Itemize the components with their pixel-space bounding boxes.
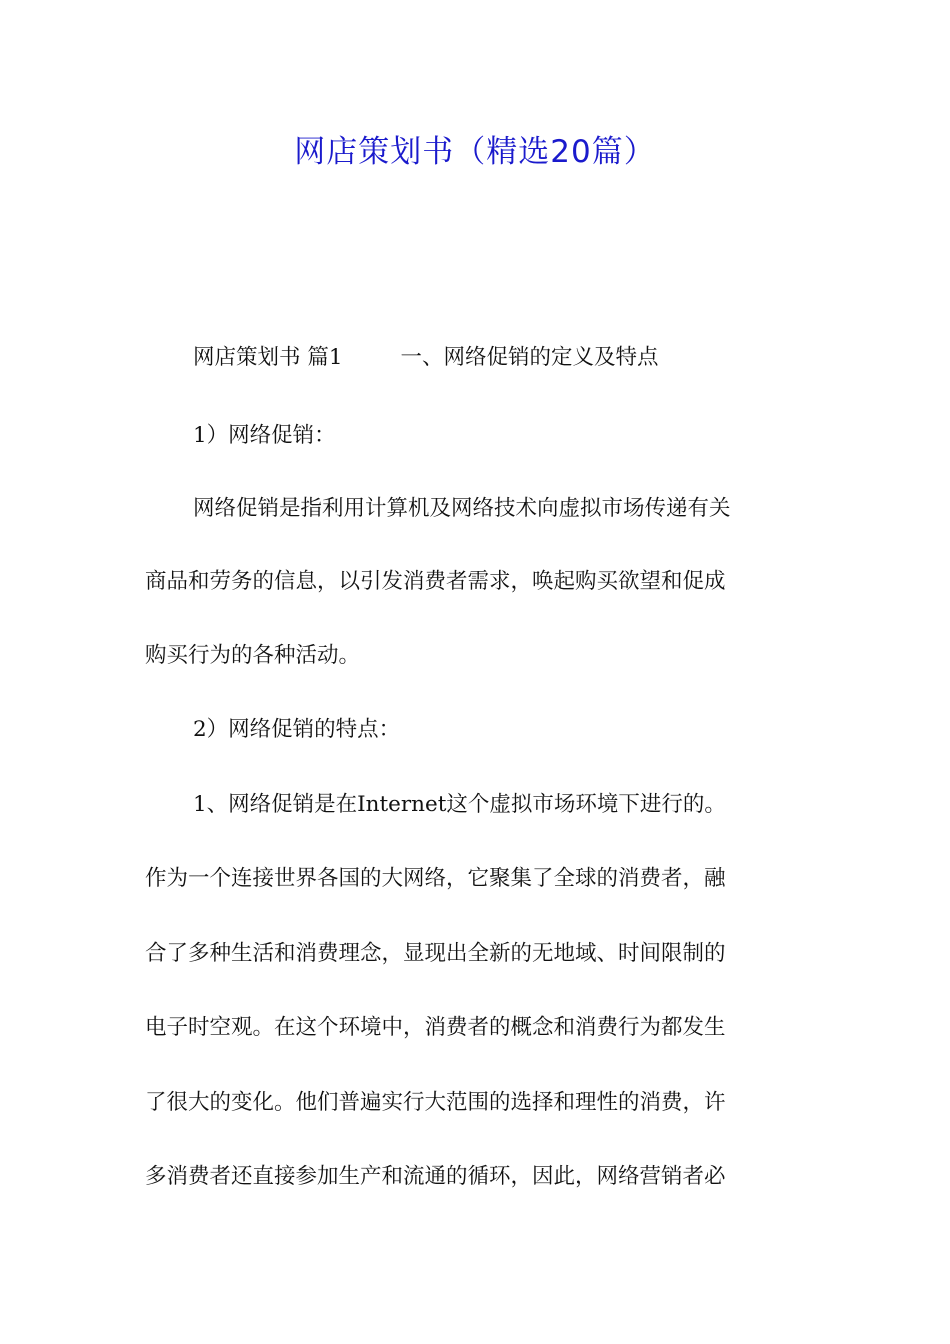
paragraph-line: 2）网络促销的特点： xyxy=(193,717,401,742)
paragraph-line: 电子时空观。在这个环境中，消费者的概念和消费行为都发生 xyxy=(145,1015,726,1040)
paragraph-line: 购买行为的各种活动。 xyxy=(145,643,361,668)
paragraph-line: 合了多种生活和消费理念，显现出全新的无地域、时间限制的 xyxy=(145,941,726,966)
section-heading-line xyxy=(193,342,659,374)
paragraph-line: 多消费者还直接参加生产和流通的循环，因此，网络营销者必 xyxy=(145,1164,726,1189)
paragraph-line: 商品和劳务的信息，以引发消费者需求，唤起购买欲望和促成 xyxy=(145,569,726,594)
document-title: 网店策划书（精选20篇） xyxy=(294,134,656,170)
paragraph-line: 1、网络促销是在Internet这个虚拟市场环境下进行的。 xyxy=(193,792,726,817)
section-heading: 一、网络促销的定义及特点 xyxy=(400,345,659,370)
paragraph-line: 作为一个连接世界各国的大网络，它聚集了全球的消费者，融 xyxy=(145,866,726,891)
paragraph-line: 网络促销是指利用计算机及网络技术向虚拟市场传递有关 xyxy=(193,496,731,521)
section-label: 网店策划书 篇1 xyxy=(193,345,343,370)
paragraph-line: 了很大的变化。他们普遍实行大范围的选择和理性的消费，许 xyxy=(145,1090,726,1115)
paragraph-line: 1）网络促销： xyxy=(193,423,336,448)
